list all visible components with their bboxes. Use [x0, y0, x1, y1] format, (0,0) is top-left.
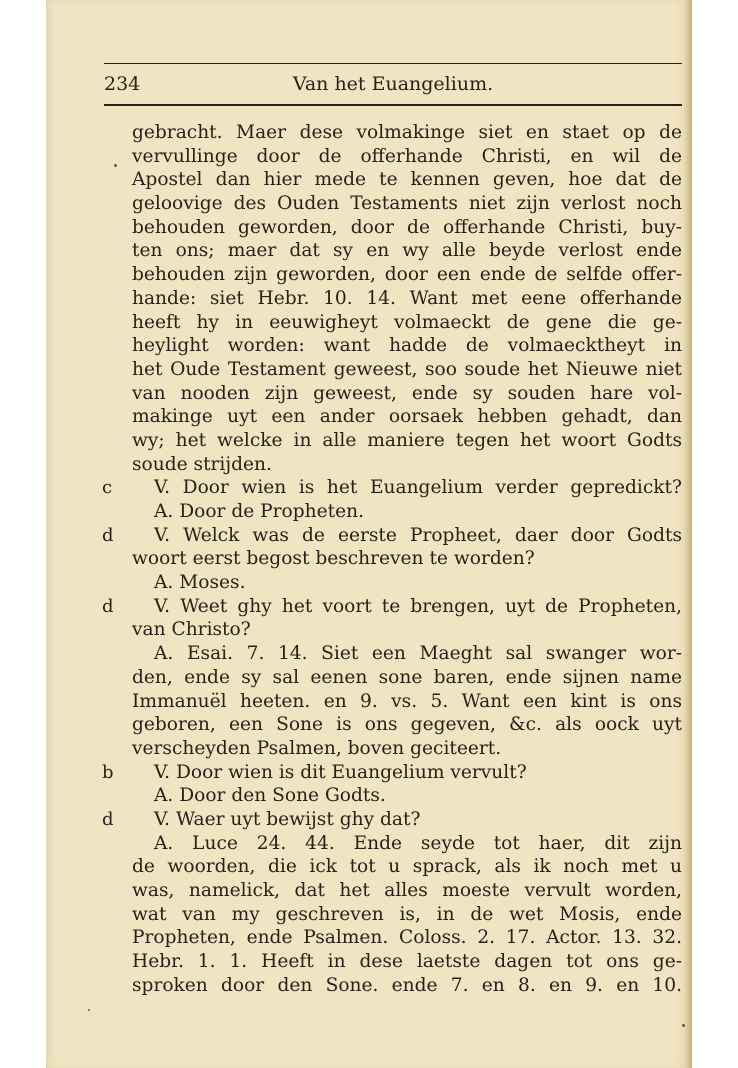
header-rule-top: [104, 63, 682, 64]
text-line-content: V. Welck was de eerste Propheet, daer door Godts: [154, 524, 682, 546]
text-line: [132, 239, 682, 263]
paper-speck: [88, 1009, 90, 1011]
text-line: [132, 358, 682, 382]
text-line-content: hande: siet Hebr. 10. 14. Want met eene offerhande: [132, 287, 682, 309]
text-line: [132, 382, 682, 406]
text-line: [132, 690, 682, 714]
text-line-content: behouden geworden, door de offerhande Christi, buy-: [132, 216, 682, 238]
text-line: [132, 713, 682, 737]
text-line: [132, 263, 682, 287]
text-line-content: makinge uyt een ander oorsaek hebben gehadt, dan: [132, 406, 682, 428]
text-line-content: Hebr. 1. 1. Heeft in dese laetste dagen tot ons ge-: [132, 951, 682, 973]
text-line: [132, 855, 682, 879]
text-line: [132, 642, 682, 666]
text-line-content: Propheten, ende Psalmen. Coloss. 2. 17. Actor. 13. 32.: [132, 927, 682, 949]
text-line-content: V. Waer uyt bewijst ghy dat?: [154, 808, 421, 830]
text-line-content: A. Door de Propheten.: [154, 501, 364, 522]
margin-mark: d: [102, 595, 114, 617]
paper-speck: [114, 164, 117, 167]
text-line-content: soude strijden.: [132, 453, 272, 475]
text-line: [132, 405, 682, 429]
text-line: [132, 666, 682, 690]
text-line-content: geloovige des Ouden Testaments niet zijn verlost noch: [132, 193, 682, 215]
margin-mark: d: [102, 524, 114, 546]
page-edge: [684, 0, 692, 1068]
text-line-content: het Oude Testament geweest, soo soude het Nieuwe niet: [132, 358, 682, 380]
text-line: [102, 595, 682, 619]
text-line-content: was, namelick, dat het alles moeste vervult worden,: [132, 880, 682, 901]
text-line: [132, 287, 682, 311]
text-line: [102, 761, 682, 785]
text-line: [132, 926, 682, 950]
text-line-content: ten ons; maer dat sy en wy alle beyde verlost ende: [132, 240, 682, 262]
text-line: [132, 618, 682, 642]
text-line-content: A. Door den Sone Godts.: [154, 785, 386, 807]
text-line-content: de woorden, die ick tot u sprack, als ik noch met u: [132, 856, 682, 878]
header-rule-bottom: [104, 104, 682, 106]
text-line-content: van nooden zijn geweest, ende sy souden hare vol-: [132, 382, 682, 404]
text-line-content: verscheyden Psalmen, boven geciteert.: [132, 737, 502, 759]
text-line: [102, 476, 682, 500]
text-line-content: A. Luce 24. 44. Ende seyde tot haer, dit zijn: [154, 832, 682, 854]
body-text: [102, 121, 682, 997]
text-line: [132, 121, 682, 145]
text-line: [132, 168, 682, 192]
text-line: [132, 832, 682, 856]
text-line-content: gebracht. Maer dese volmakinge siet en staet op de: [132, 122, 682, 143]
text-line-content: V. Weet ghy het voort te brengen, uyt de Propheten,: [154, 595, 682, 617]
text-line: [132, 784, 682, 808]
text-line: [132, 903, 682, 927]
page-number: 234: [104, 73, 141, 95]
text-line: [132, 453, 682, 477]
text-line-content: vervullinge door de offerhande Christi, en wil de: [132, 145, 682, 167]
text-line-content: wat van my geschreven is, in de wet Mosis, ende: [132, 903, 682, 925]
text-line: [132, 571, 682, 595]
text-line-content: woort eerst begost beschreven te worden?: [132, 548, 535, 570]
text-line: [132, 145, 682, 169]
text-line: [102, 524, 682, 548]
text-line: [132, 974, 682, 998]
text-line-content: den, ende sy sal eenen sone baren, ende sijnen name: [132, 666, 682, 688]
margin-mark: d: [102, 808, 114, 830]
text-line-content: heylight worden: want hadde de volmaecktheyt in: [132, 335, 682, 357]
text-line-content: Immanuël heeten. en 9. vs. 5. Want een kint is ons: [132, 690, 682, 712]
text-line-content: heeft hy in eeuwigheyt volmaeckt de gene die ge-: [132, 311, 682, 333]
text-line-content: V. Door wien is het Euangelium verder gepredickt?: [154, 477, 682, 499]
text-line-content: Apostel dan hier mede te kennen geven, hoe dat de: [132, 169, 682, 191]
text-line: [132, 879, 682, 903]
text-line: [132, 192, 682, 216]
text-line: [132, 216, 682, 240]
text-line-content: wy; het welcke in alle maniere tegen het woort Godts: [132, 429, 682, 451]
margin-mark: b: [102, 761, 114, 783]
text-line-content: van Christo?: [132, 619, 251, 641]
text-line: [132, 334, 682, 358]
text-line: [132, 500, 682, 524]
text-line: [102, 808, 682, 832]
text-line: [132, 950, 682, 974]
paper-speck: [682, 1024, 685, 1027]
text-line-content: A. Esai. 7. 14. Siet een Maeght sal swanger wor-: [154, 643, 682, 665]
text-line-content: geboren, een Sone is ons gegeven, &c. als oock uyt: [132, 714, 682, 736]
text-line-content: sproken door den Sone. ende 7. en 8. en 9. en 10.: [132, 974, 682, 996]
text-line: [132, 547, 682, 571]
text-line: [132, 429, 682, 453]
text-line-content: V. Door wien is dit Euangelium vervult?: [154, 761, 527, 783]
running-title: Van het Euangelium.: [292, 73, 494, 95]
margin-mark: c: [102, 477, 113, 499]
text-line-content: behouden zijn geworden, door een ende de selfde offer-: [132, 264, 682, 286]
text-line-content: A. Moses.: [154, 572, 246, 594]
text-line: [132, 311, 682, 335]
text-line: [132, 737, 682, 761]
